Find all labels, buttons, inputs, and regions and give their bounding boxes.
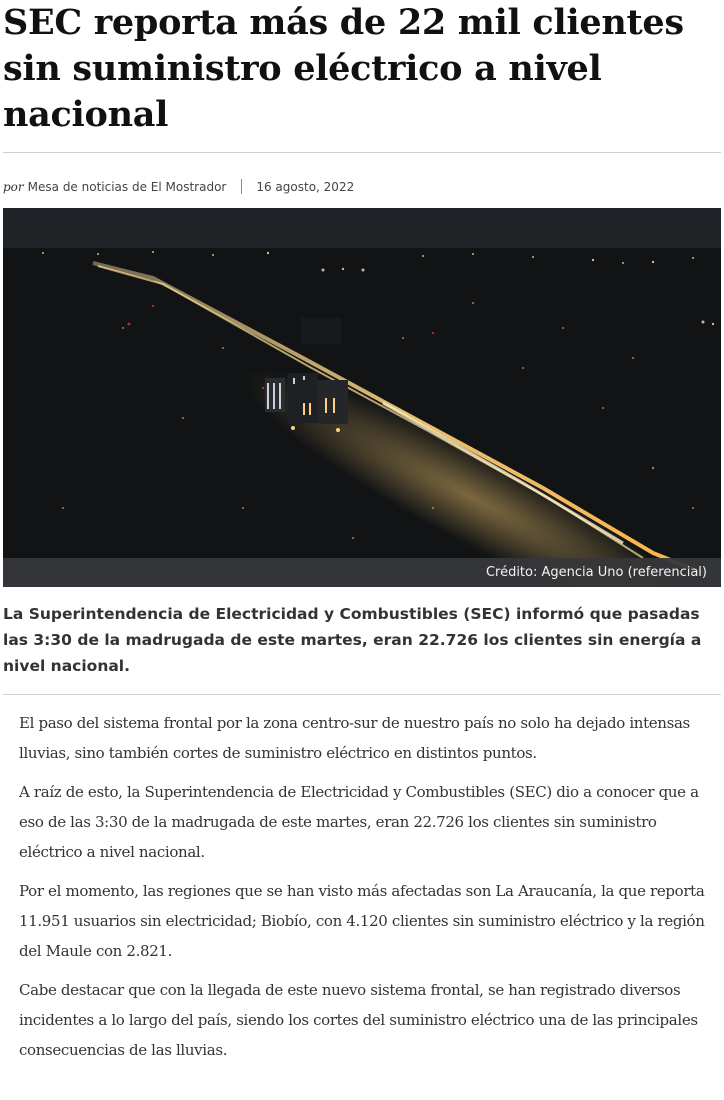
article-headline: SEC reporta más de 22 mil clientes sin suministro eléctrico a nivel nacional (3, 2, 684, 135)
byline-date: 16 agosto, 2022 (256, 179, 355, 194)
headline-divider (3, 152, 721, 153)
byline-separator (241, 179, 242, 194)
lead-divider (3, 694, 721, 695)
article-image (3, 208, 721, 587)
article-body (19, 708, 719, 1074)
byline-prefix: por (3, 179, 24, 194)
body-paragraph: Cabe destacar que con la llegada de este nuevo sistema frontal, se han registrado diversos incidentes a lo largo del país, siendo los cortes del suministro eléctrico una de las principales consecuencias de las lluvias. (19, 981, 698, 1059)
article-lead: La Superintendencia de Electricidad y Combustibles (SEC) informó que pasadas las 3:30 de la madrugada de este martes, eran 22.726 los clientes sin energía a nivel nacional. (3, 605, 702, 675)
body-paragraph: A raíz de esto, la Superintendencia de Electricidad y Combustibles (SEC) dio a conocer que a eso de las 3:30 de la madrugada de este martes, eran 22.726 los clientes sin suministro eléctrico a nivel nacional. (19, 783, 699, 861)
article-header (3, 0, 721, 194)
byline-author-link[interactable]: Mesa de noticias de El Mostrador (27, 179, 227, 194)
image-credit: Crédito: Agencia Uno (referencial) (3, 558, 721, 587)
byline (3, 179, 721, 194)
body-paragraph: Por el momento, las regiones que se han visto más afectadas son La Araucanía, la que reporta 11.951 usuarios sin electricidad; Biobío, con 4.120 clientes sin suministro eléctrico y la región del Maule con 2.821. (19, 882, 705, 960)
night-city-photo (3, 208, 721, 587)
body-paragraph: El paso del sistema frontal por la zona centro-sur de nuestro país no solo ha dejado intensas lluvias, sino también cortes de suministro eléctrico en distintos puntos. (19, 714, 690, 762)
